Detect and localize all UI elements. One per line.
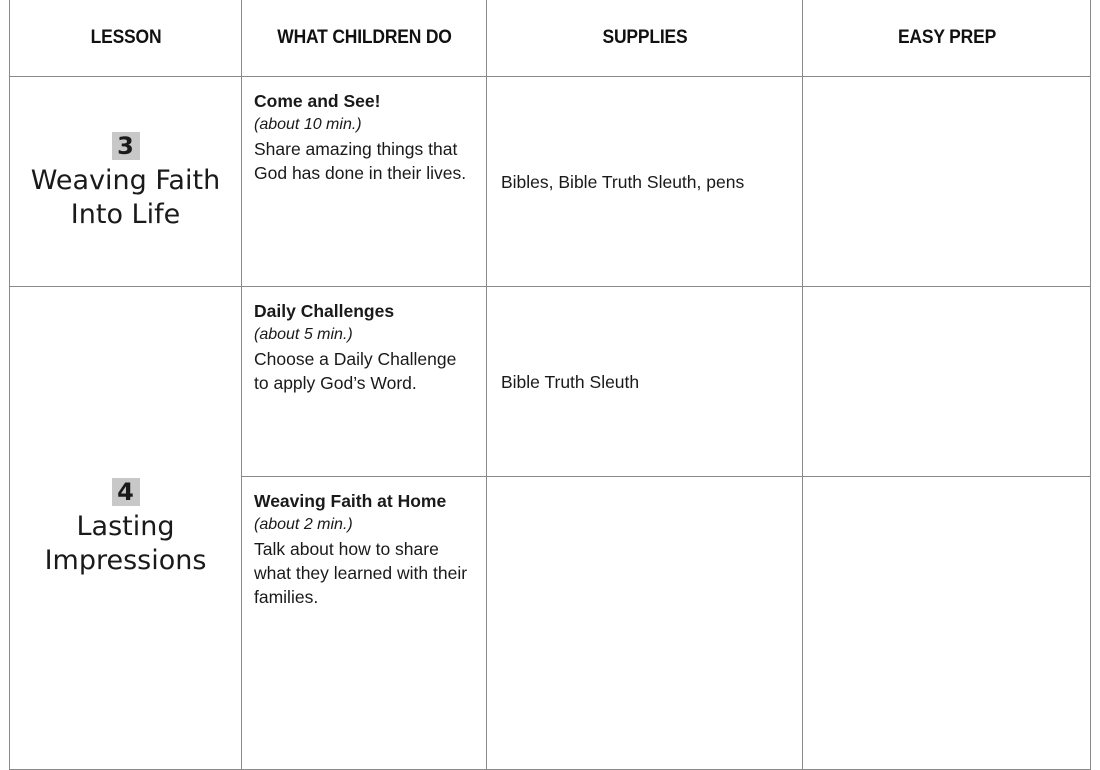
lesson-plan-table xyxy=(9,0,1091,770)
lesson-cell xyxy=(10,77,242,287)
header-what-children-do: WHAT CHILDREN DO xyxy=(251,0,476,77)
activity-cell xyxy=(242,77,487,287)
table-row xyxy=(10,77,1091,287)
easy-prep-cell xyxy=(803,477,1091,770)
activity-time: (about 2 min.) xyxy=(254,516,353,533)
activity-time: (about 10 min.) xyxy=(254,116,362,133)
header-easy-prep: EASY PREP xyxy=(814,0,1079,77)
supplies-cell: Bibles, Bible Truth Sleuth, pens xyxy=(487,77,803,287)
activity-name: Weaving Faith at Home xyxy=(254,491,447,511)
lesson-cell xyxy=(10,287,242,770)
supplies-cell xyxy=(487,477,803,770)
lesson-title: Lasting Impressions xyxy=(44,511,207,576)
lesson-title: Weaving Faith Into Life xyxy=(30,164,221,230)
activity-time: (about 5 min.) xyxy=(254,326,353,343)
activity-cell xyxy=(242,477,487,770)
supplies-cell: Bible Truth Sleuth xyxy=(487,287,803,477)
activity-cell xyxy=(242,287,487,477)
activity-name: Come and See! xyxy=(254,91,381,111)
table-row xyxy=(10,287,1091,477)
activity-description: Talk about how to share what they learned with their families. xyxy=(254,539,468,607)
table-header-row xyxy=(10,0,1091,77)
lesson-number-badge: 4 xyxy=(112,478,140,506)
activity-name: Daily Challenges xyxy=(254,301,395,321)
activity-description: Share amazing things that God has done in their lives. xyxy=(254,139,467,183)
easy-prep-cell xyxy=(803,77,1091,287)
header-supplies: SUPPLIES xyxy=(499,0,790,77)
easy-prep-cell xyxy=(803,287,1091,477)
activity-description: Choose a Daily Challenge to apply God’s Word. xyxy=(254,349,457,393)
lesson-number-badge: 3 xyxy=(112,132,140,160)
header-lesson: LESSON xyxy=(19,0,232,77)
